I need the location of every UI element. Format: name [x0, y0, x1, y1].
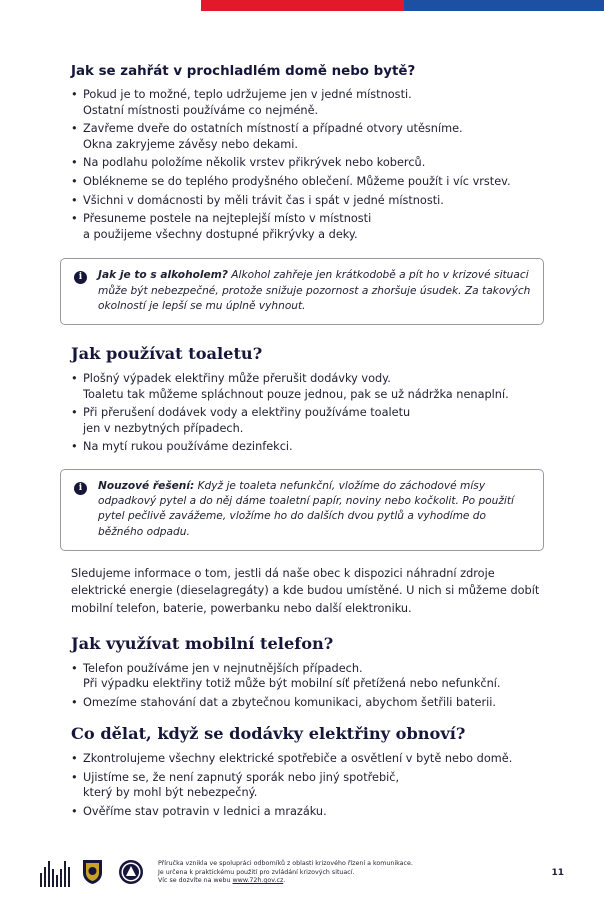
- note-text: Když je toaleta nefunkční, vložíme do záchodové mísy odpadkový pytel a do něj dáme toaletní papír, noviny nebo kočkolit. Po použití pytel pečlivě zavážeme, vložíme ho do dalších dvou pytlů a vyhodíme do běžného odpadu.: [98, 479, 514, 538]
- top-accent-red: [201, 0, 404, 11]
- list-item: • Telefon používáme jen v nejnutnějších případech. Při výpadku elektřiny totiž může být mobilní síť přetížená nebo nefunkční.: [71, 661, 546, 692]
- note-text: Alkohol zahřeje jen krátkodobě a pít ho v krizové situaci může být nebezpečné, protože snižuje pozornost a zhoršuje úsudek. Za takových okolností je lepší se mu úplně vyhnout.: [98, 269, 531, 312]
- top-accent-blue: [404, 0, 604, 11]
- list-item: • Pokud je to možné, teplo udržujeme jen v jedné místnosti. Ostatní místnosti používáme co nejméně.: [71, 87, 546, 118]
- list-heat: [71, 87, 546, 242]
- info-icon: i: [74, 482, 87, 495]
- footer-text: [158, 860, 458, 886]
- seal-logo: [118, 859, 144, 885]
- footer-url-link[interactable]: www.72h.gov.cz: [232, 877, 284, 885]
- footer-line-3-prefix: Víc se dozvíte na webu: [158, 877, 233, 885]
- list-item: • Zavřeme dveře do ostatních místností a případné otvory utěsníme. Okna zakryjeme závěsy nebo dekami.: [71, 121, 546, 152]
- list-item: • Ověříme stav potravin v lednici a mrazáku.: [71, 804, 546, 820]
- page-footer: [40, 856, 564, 888]
- page-content: [71, 64, 546, 823]
- list-item: • Všichni v domácnosti by měli trávit čas i spát v jedné místnosti.: [71, 193, 546, 209]
- footer-line-3: [158, 877, 458, 886]
- footer-line-1: Příručka vznikla ve spolupráci odborníků z oblasti krizového řízení a komunikace.: [158, 860, 413, 867]
- list-item: • Plošný výpadek elektřiny může přerušit dodávky vody. Toaletu tak můžeme spláchnout pouze jednou, pak se už nádržka nenaplní.: [71, 371, 546, 402]
- list-item: • Ujistíme se, že není zapnutý sporák nebo jiný spotřebič, který by mohl být nebezpečný.: [71, 770, 546, 801]
- list-item: • Omezíme stahování dat a zbytečnou komunikaci, abychom šetřili baterii.: [71, 695, 546, 711]
- page-number: 11: [551, 868, 564, 878]
- shield-logo: [82, 858, 103, 885]
- list-item: • Přesuneme postele na nejteplejší místo v místnosti a použijeme všechny dostupné přikrývky a deky.: [71, 211, 546, 242]
- info-icon: i: [74, 271, 87, 284]
- bars-logo: [40, 859, 70, 887]
- heading-restore: Co dělat, když se dodávky elektřiny obnoví?: [71, 724, 466, 744]
- note-label: Jak je to s alkoholem?: [98, 269, 228, 282]
- footer-line-3-suffix: .: [283, 877, 286, 885]
- list-toilet: [71, 371, 546, 455]
- note-label: Nouzové řešení:: [98, 479, 195, 492]
- footer-line-2: Je určena k praktickému použití pro zvládání krizových situací.: [158, 868, 355, 876]
- heading-phone: Jak využívat mobilní telefon?: [71, 633, 334, 653]
- heading-toilet: Jak používat toaletu?: [71, 343, 263, 363]
- info-paragraph: Sledujeme informace o tom, jestli dá naše obec k dispozici náhradní zdroje elektrické energie (dieselagregáty) a kde budou umístěné. U nich si můžeme dobít mobilní telefon, baterie, powerbanku nebo další elektroniku.: [71, 566, 540, 615]
- alcohol-note: [60, 258, 544, 325]
- list-item: • Při přerušení dodávek vody a elektřiny používáme toaletu jen v nezbytných případech.: [71, 405, 546, 436]
- emergency-note: [60, 469, 544, 551]
- list-item: • Oblékneme se do teplého prodyšného oblečení. Můžeme použít i víc vrstev.: [71, 174, 546, 190]
- list-phone: [71, 661, 546, 711]
- heading-heat: Jak se zahřát v prochladlém domě nebo bytě?: [71, 64, 416, 79]
- list-item: • Na mytí rukou používáme dezinfekci.: [71, 439, 546, 455]
- list-item: • Na podlahu položíme několik vrstev přikrývek nebo koberců.: [71, 155, 546, 171]
- list-item: • Zkontrolujeme všechny elektrické spotřebiče a osvětlení v bytě nebo domě.: [71, 751, 546, 767]
- list-restore: [71, 751, 546, 819]
